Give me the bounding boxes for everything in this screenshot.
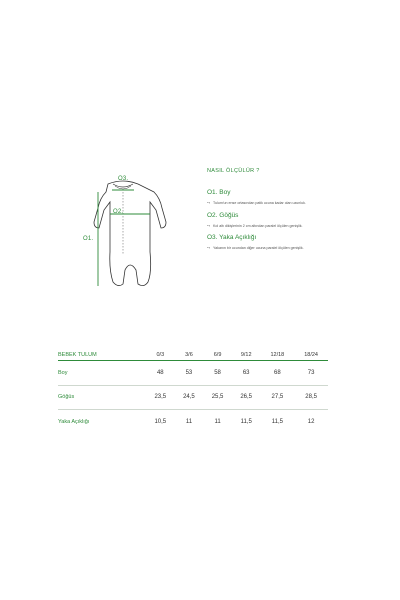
onesie-outline xyxy=(68,170,178,295)
table-cell: 27,5 xyxy=(271,394,284,400)
table-cell: 11,5 xyxy=(240,418,252,425)
size-header: 0/3 xyxy=(146,350,175,361)
row-label: Boy xyxy=(58,369,68,376)
arrow-icon: ↪ xyxy=(207,223,211,228)
table-cell: 11 xyxy=(185,418,193,425)
table-cell: 23,5 xyxy=(154,394,167,400)
table-cell: 11 xyxy=(214,418,221,425)
size-header: 18/24 xyxy=(294,350,328,361)
table-cell: 12 xyxy=(307,418,315,425)
table-cell: 58 xyxy=(214,369,221,376)
table-header-row xyxy=(58,350,328,361)
table-cell: 10,5 xyxy=(154,418,167,425)
table-title: BEBEK TULUM xyxy=(58,350,146,361)
table-cell: 48 xyxy=(156,369,164,376)
arrow-icon: ↪ xyxy=(207,246,211,251)
how-to-measure-title: NASIL ÖLÇÜLÜR ? xyxy=(207,168,260,174)
measure-collar-name: O3. Yaka Açıklığı xyxy=(207,234,257,242)
table-row xyxy=(58,410,328,434)
measure-length xyxy=(207,189,387,206)
row-label: Yaka Açıklığı xyxy=(58,418,90,425)
table-row xyxy=(58,385,328,409)
table-cell: 26,5 xyxy=(240,394,253,400)
o3-label: O3. xyxy=(118,176,129,182)
how-to-measure-panel xyxy=(207,168,387,257)
measure-chest-desc: Kol altı dikişlerinin 2 cm altından paralel ölçülen genişlik. xyxy=(213,223,303,228)
size-header: 12/18 xyxy=(261,350,295,361)
measure-chest-name: O2. Göğüs xyxy=(207,211,239,219)
table-cell: 25,5 xyxy=(211,394,224,400)
size-table xyxy=(58,350,328,433)
size-header: 3/6 xyxy=(175,350,204,361)
table-cell: 24,5 xyxy=(183,394,195,400)
table-cell: 28,5 xyxy=(305,394,317,400)
table-row xyxy=(58,361,328,385)
row-label: Göğüs xyxy=(58,394,75,400)
measure-collar-desc: Yakanın bir ucundan diğer ucuna paralel ölçülen genişlik. xyxy=(213,246,304,251)
measure-chest xyxy=(207,212,387,229)
arrow-icon: ↪ xyxy=(207,201,211,205)
measure-collar xyxy=(207,234,387,251)
table-cell: 68 xyxy=(274,369,281,376)
garment-diagram xyxy=(68,170,178,295)
size-header: 9/12 xyxy=(232,350,261,361)
o1-label: O1. xyxy=(83,236,94,242)
table-cell: 63 xyxy=(242,369,250,376)
measure-length-desc: Tulum'un ense ortasından patik ucuna kadar olan uzunluk. xyxy=(213,201,306,205)
measure-length-name: O1. Boy xyxy=(207,189,231,196)
o2-label: O2. xyxy=(113,209,124,215)
table-cell: 73 xyxy=(307,369,315,376)
table-cell: 53 xyxy=(185,369,193,376)
table-cell: 11,5 xyxy=(271,418,283,425)
size-header: 6/9 xyxy=(203,350,232,361)
